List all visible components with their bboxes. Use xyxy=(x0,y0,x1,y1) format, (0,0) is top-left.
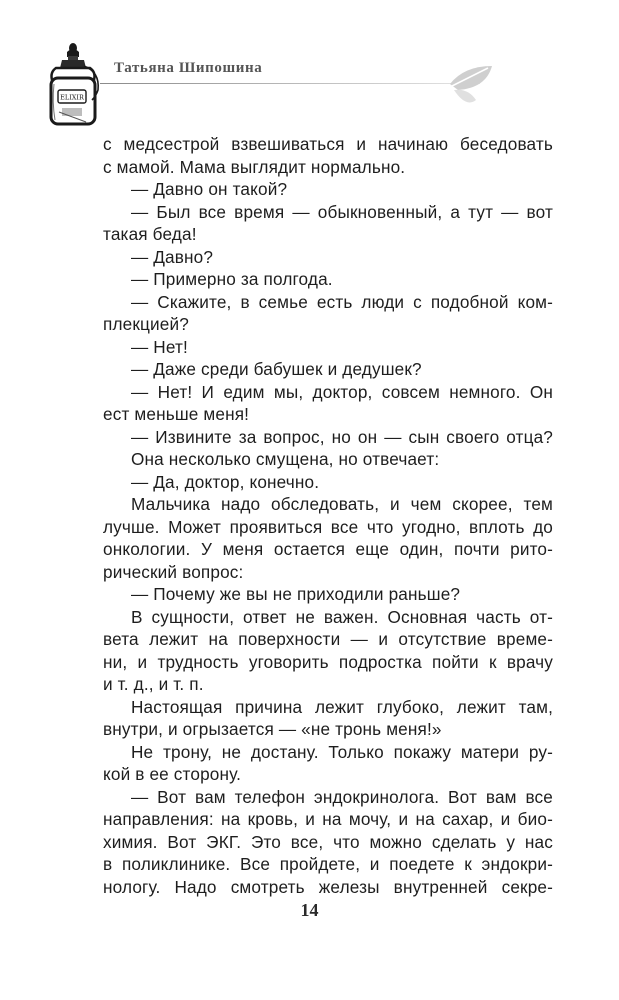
text-line: рический вопрос: xyxy=(103,561,244,582)
text-line: — Примерно за полгода. xyxy=(131,269,333,289)
text-line: Не трону, не достану. Только покажу матери ру- xyxy=(131,741,553,762)
body-text xyxy=(103,133,553,898)
page-header xyxy=(0,0,619,130)
leaf-icon xyxy=(446,62,496,108)
text-line: — Почему же вы не приходили раньше? xyxy=(131,584,461,604)
text-line: вета лежит на поверхности — и отсутствие време- xyxy=(103,629,553,649)
text-line: — Извините за вопрос, но он — сын своего отца? xyxy=(131,426,553,447)
text-line: химия. Вот ЭКГ. Это все, что можно сделать у нас xyxy=(103,831,553,852)
text-line: и т. д., и т. п. xyxy=(103,674,204,694)
text-line: — Нет! xyxy=(131,336,188,357)
potion-jar-icon xyxy=(46,42,106,128)
text-line: внутри, и огрызается — «не тронь меня!» xyxy=(103,719,442,739)
text-line: с мамой. Мама выглядит нормально. xyxy=(103,156,406,177)
text-line: В сущности, ответ не важен. Основная часть от- xyxy=(131,606,553,627)
text-line: в поликлинике. Все пройдете, и поедете к эндокри- xyxy=(103,854,553,874)
text-line: Она несколько смущена, но отвечает: xyxy=(131,449,440,469)
text-line: — Скажите, в семье есть люди с подобной ком- xyxy=(131,291,553,312)
text-line: Мальчика надо обследовать, и чем скорее, тем xyxy=(131,494,553,514)
text-line: — Вот вам телефон эндокринолога. Вот вам все xyxy=(131,786,553,807)
text-line: нологу. Надо смотреть железы внутренней секре- xyxy=(103,876,553,897)
text-line: лучше. Может проявиться все что угодно, вплоть до xyxy=(103,516,553,537)
text-line: — Давно? xyxy=(131,246,214,267)
text-line: — Да, доктор, конечно. xyxy=(131,471,320,492)
text-line: ни, и трудность уговорить подростка пойти к врачу xyxy=(103,651,553,672)
text-line: — Нет! И едим мы, доктор, совсем немного. Он xyxy=(131,381,553,402)
svg-text:ELIXIR: ELIXIR xyxy=(60,93,84,102)
running-head-author: Татьяна Шипошина xyxy=(114,60,263,76)
text-line: кой в ее сторону. xyxy=(103,764,242,784)
page-number: 14 xyxy=(300,900,319,920)
text-line: ест меньше меня! xyxy=(103,404,250,424)
text-line: онкологии. У меня остается еще один, почти рито- xyxy=(103,539,553,559)
text-line: такая беда! xyxy=(103,224,197,244)
text-line: Настоящая причина лежит глубоко, лежит там, xyxy=(131,696,553,717)
text-line: — Давно он такой? xyxy=(131,179,288,199)
text-line: с медсестрой взвешиваться и начинаю беседовать xyxy=(103,134,553,154)
text-line: направления: на кровь, и на мочу, и на сахар, и био- xyxy=(103,809,553,829)
text-line: — Даже среди бабушек и дедушек? xyxy=(131,359,422,379)
text-line: плекцией? xyxy=(103,314,189,334)
text-line: — Был все время — обыкновенный, а тут — вот xyxy=(131,201,553,222)
header-rule xyxy=(100,83,480,84)
